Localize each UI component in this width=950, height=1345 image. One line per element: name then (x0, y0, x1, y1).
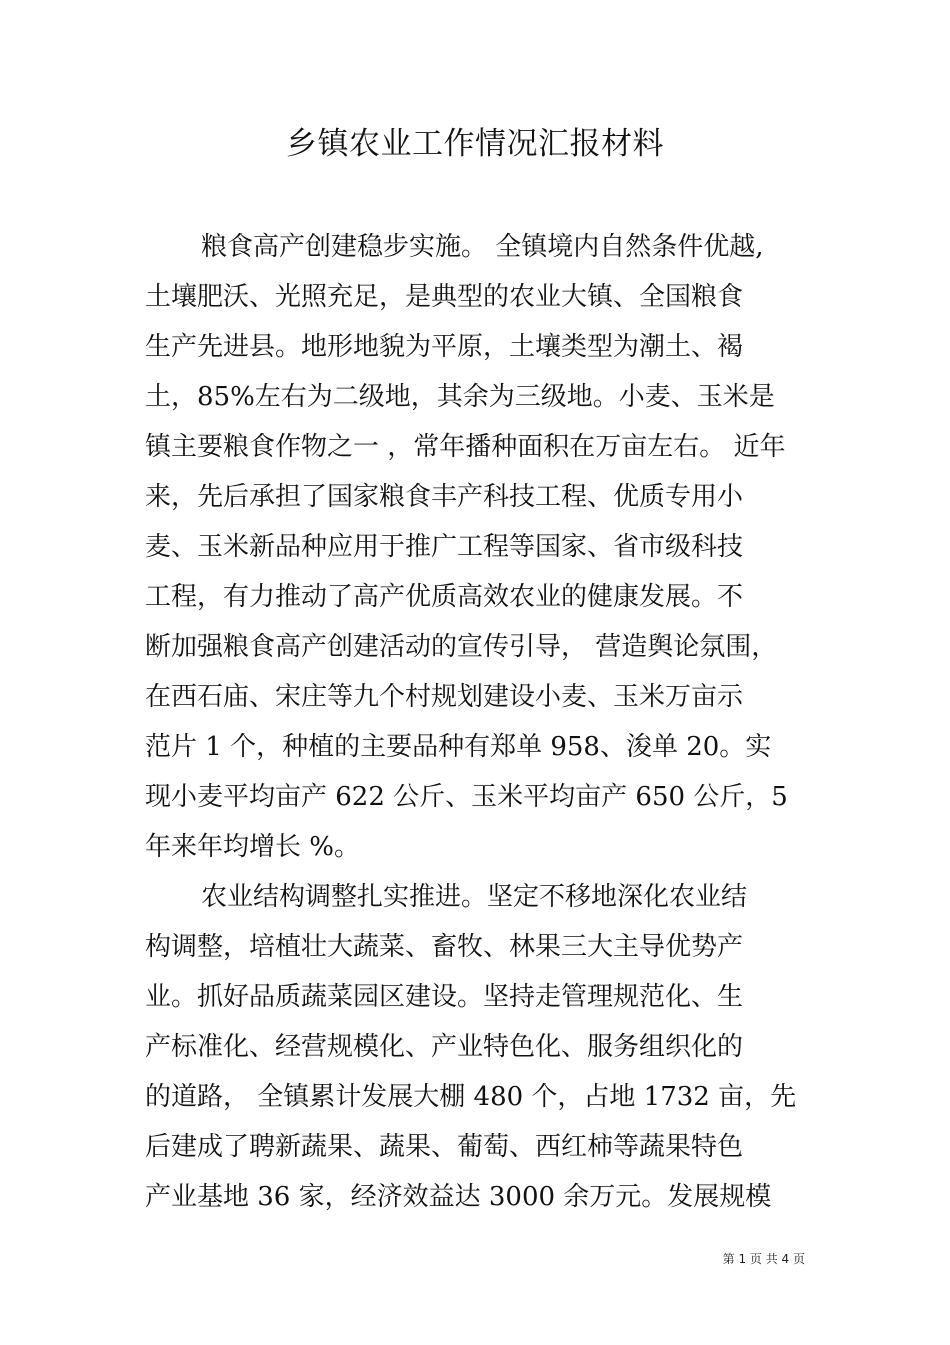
document-body (145, 222, 825, 1222)
paragraph-2-line-2: 构调整，培植壮大蔬菜、畜牧、林果三大主导优势产 (145, 932, 744, 962)
paragraph-2-line-6: 后建成了聘新蔬果、蔬果、葡萄、西红柿等蔬果特色 (145, 1132, 744, 1162)
paragraph-1-line-7: 麦、玉米新品种应用于推广工程等国家、省市级科技 (145, 532, 744, 562)
paragraph-1-line-5: 镇主要粮食作物之一 ，常年播种面积在万亩左右。 近年 (145, 432, 786, 462)
paragraph-1-line-9: 断加强粮食高产创建活动的宣传引导， 营造舆论氛围， (145, 632, 778, 662)
paragraph-1-line-1: 粮食高产创建稳步实施。 全镇境内自然条件优越, (201, 232, 764, 262)
paragraph-1-line-13: 年来年均增长 %。 (145, 832, 360, 862)
page-number-footer: 第 1 页 共 4 页 (722, 1252, 805, 1266)
paragraph-2-line-7: 产业基地 36 家，经济效益达 3000 余万元。发展规模 (145, 1182, 772, 1212)
paragraph-1-line-10: 在西石庙、宋庄等九个村规划建设小麦、玉米万亩示 (145, 682, 744, 712)
paragraph-1-line-6: 来，先后承担了国家粮食丰产科技工程、优质专用小 (145, 482, 744, 512)
paragraph-1-line-11: 范片 1 个，种植的主要品种有郑单 958、浚单 20。实 (145, 732, 772, 762)
paragraph-2-line-1: 农业结构调整扎实推进。坚定不移地深化农业结 (201, 882, 748, 912)
paragraph-1-line-8: 工程，有力推动了高产优质高效农业的健康发展。不 (145, 582, 744, 612)
document-title: 乡镇农业工作情况汇报材料 (286, 126, 664, 162)
paragraph-1-line-3: 生产先进县。地形地貌为平原，土壤类型为潮土、褐 (145, 332, 744, 362)
paragraph-1-line-4: 土，85%左右为二级地，其余为三级地。小麦、玉米是 (145, 382, 775, 412)
paragraph-1-line-2: 土壤肥沃、光照充足，是典型的农业大镇、全国粮食 (145, 282, 744, 312)
paragraph-2-line-3: 业。抓好品质蔬菜园区建设。坚持走管理规范化、生 (145, 982, 744, 1012)
paragraph-2-line-5: 的道路， 全镇累计发展大棚 480 个，占地 1732 亩，先 (145, 1082, 797, 1112)
paragraph-2-line-4: 产标准化、经营规模化、产业特色化、服务组织化的 (145, 1032, 744, 1062)
paragraph-1-line-12: 现小麦平均亩产 622 公斤、玉米平均亩产 650 公斤，5 (145, 782, 788, 812)
